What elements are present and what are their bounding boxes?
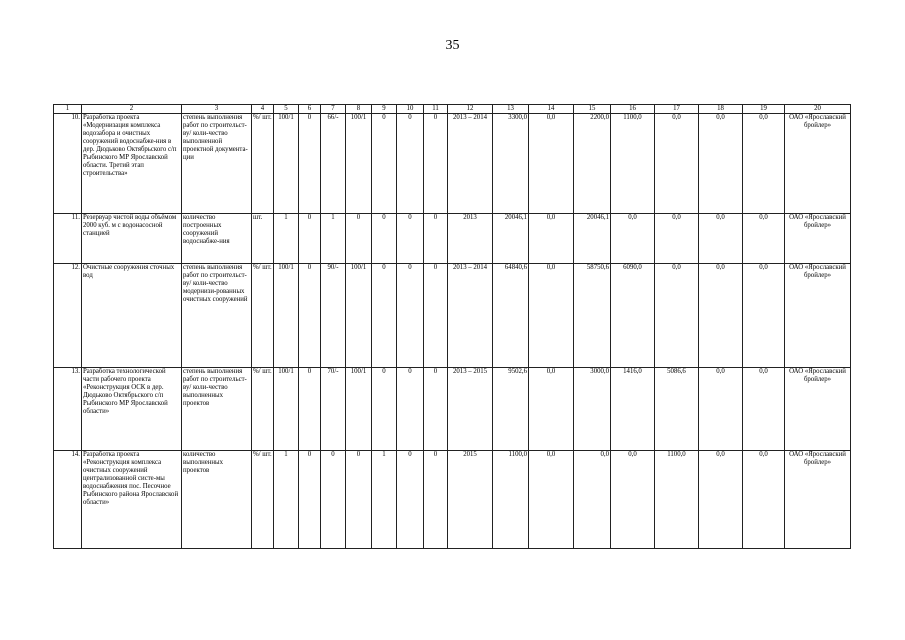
cell-19: 0,0 (743, 264, 785, 368)
cell-10: 0 (397, 368, 424, 451)
cell-10: 0 (397, 264, 424, 368)
period: 2013 (448, 214, 493, 264)
executor: ОАО «Ярославский бройлер» (785, 114, 851, 214)
cell-7: 90/- (321, 264, 346, 368)
cell-7: 0 (321, 451, 346, 549)
column-header: 9 (372, 105, 397, 114)
column-header: 20 (785, 105, 851, 114)
measure-name: Разработка технологической части рабочего проекта «Реконструкция ОСК в дер. Дюдьково Октябрьского с/п Рыбинского МР Ярославской области» (82, 368, 182, 451)
cell-14: 0,0 (529, 368, 574, 451)
cell-19: 0,0 (743, 214, 785, 264)
table-row (54, 214, 851, 264)
indicator: степень выполнения работ по строительст-ву/ коли-чество модернизи-рованных очистных сооружений (182, 264, 252, 368)
column-header: 15 (574, 105, 611, 114)
cell-14: 0,0 (529, 114, 574, 214)
period: 2013 – 2015 (448, 368, 493, 451)
executor: ОАО «Ярославский бройлер» (785, 368, 851, 451)
cell-19: 0,0 (743, 451, 785, 549)
table-row (54, 114, 851, 214)
cell-8: 100/1 (346, 368, 372, 451)
period: 2013 – 2014 (448, 264, 493, 368)
cell-5: 1 (274, 451, 299, 549)
cell-11: 0 (424, 114, 448, 214)
column-header: 16 (611, 105, 655, 114)
measure-name: Разработка проекта «Реконструкция комплекса очистных сооружений централизованной систе-мы водоснабжения пос. Песочное Рыбинского района Ярославской области» (82, 451, 182, 549)
unit: шт. (252, 214, 274, 264)
cell-5: 100/1 (274, 264, 299, 368)
table-row (54, 264, 851, 368)
cell-17: 0,0 (655, 264, 699, 368)
cell-15: 3000,0 (574, 368, 611, 451)
column-header: 2 (82, 105, 182, 114)
column-header: 6 (299, 105, 321, 114)
column-header: 18 (699, 105, 743, 114)
row-number: 11. (54, 214, 82, 264)
cell-8: 0 (346, 214, 372, 264)
cell-15: 0,0 (574, 451, 611, 549)
cell-15: 2200,0 (574, 114, 611, 214)
cell-9: 0 (372, 214, 397, 264)
cell-8: 0 (346, 451, 372, 549)
cell-5: 1 (274, 214, 299, 264)
cell-7: 70/- (321, 368, 346, 451)
cell-6: 0 (299, 214, 321, 264)
cell-14: 0,0 (529, 451, 574, 549)
measure-name: Очистные сооружения сточных вод (82, 264, 182, 368)
row-number: 14. (54, 451, 82, 549)
indicator: количество построенных сооружений водоснабже-ния (182, 214, 252, 264)
indicator: количество выполненных проектов (182, 451, 252, 549)
cell-5: 100/1 (274, 368, 299, 451)
cell-6: 0 (299, 368, 321, 451)
unit: %/ шт. (252, 368, 274, 451)
cell-7: 1 (321, 214, 346, 264)
indicator: степень выполнения работ по строительст-ву/ коли-чество выполненной проектной документа-ции (182, 114, 252, 214)
column-header: 8 (346, 105, 372, 114)
cell-16: 1100,0 (611, 114, 655, 214)
table-row (54, 451, 851, 549)
measure-name: Резервуар чистой воды объёмом 2000 куб. м с водонасосной станцией (82, 214, 182, 264)
cell-18: 0,0 (699, 368, 743, 451)
unit: %/ шт. (252, 264, 274, 368)
cell-13: 1100,0 (493, 451, 529, 549)
column-number-row (54, 105, 851, 114)
row-number: 12. (54, 264, 82, 368)
executor: ОАО «Ярославский бройлер» (785, 264, 851, 368)
cell-7: 66/- (321, 114, 346, 214)
cell-18: 0,0 (699, 264, 743, 368)
cell-16: 1416,0 (611, 368, 655, 451)
column-header: 19 (743, 105, 785, 114)
unit: %/ шт. (252, 451, 274, 549)
column-header: 12 (448, 105, 493, 114)
column-header: 1 (54, 105, 82, 114)
cell-9: 1 (372, 451, 397, 549)
cell-19: 0,0 (743, 368, 785, 451)
cell-14: 0,0 (529, 214, 574, 264)
cell-17: 5086,6 (655, 368, 699, 451)
unit: %/ шт. (252, 114, 274, 214)
cell-11: 0 (424, 264, 448, 368)
column-header: 5 (274, 105, 299, 114)
cell-9: 0 (372, 264, 397, 368)
row-number: 13. (54, 368, 82, 451)
cell-8: 100/1 (346, 264, 372, 368)
cell-15: 20046,1 (574, 214, 611, 264)
cell-13: 20046,1 (493, 214, 529, 264)
cell-6: 0 (299, 114, 321, 214)
row-number: 10. (54, 114, 82, 214)
measure-name: Разработка проекта «Модернизация комплекса водозабора и очистных сооружений водоснабже-ния в дер. Дюдьково Октябрьского с/п Рыбинского МР Ярославской области. Третий этап строительства» (82, 114, 182, 214)
cell-10: 0 (397, 114, 424, 214)
cell-18: 0,0 (699, 214, 743, 264)
cell-6: 0 (299, 451, 321, 549)
cell-6: 0 (299, 264, 321, 368)
cell-16: 0,0 (611, 451, 655, 549)
cell-13: 3300,0 (493, 114, 529, 214)
cell-17: 0,0 (655, 214, 699, 264)
page-number: 35 (445, 38, 460, 53)
cell-18: 0,0 (699, 114, 743, 214)
cell-5: 100/1 (274, 114, 299, 214)
cell-11: 0 (424, 368, 448, 451)
column-header: 3 (182, 105, 252, 114)
column-header: 4 (252, 105, 274, 114)
cell-16: 6090,0 (611, 264, 655, 368)
column-header: 13 (493, 105, 529, 114)
cell-8: 100/1 (346, 114, 372, 214)
period: 2013 – 2014 (448, 114, 493, 214)
cell-13: 9502,6 (493, 368, 529, 451)
column-header: 10 (397, 105, 424, 114)
column-header: 17 (655, 105, 699, 114)
cell-10: 0 (397, 451, 424, 549)
cell-9: 0 (372, 368, 397, 451)
program-table (53, 104, 851, 549)
column-header: 11 (424, 105, 448, 114)
cell-15: 58750,6 (574, 264, 611, 368)
cell-17: 0,0 (655, 114, 699, 214)
cell-9: 0 (372, 114, 397, 214)
column-header: 14 (529, 105, 574, 114)
cell-19: 0,0 (743, 114, 785, 214)
indicator: степень выполнения работ по строительст-ву/ коли-чество выполненных проектов (182, 368, 252, 451)
cell-16: 0,0 (611, 214, 655, 264)
cell-14: 0,0 (529, 264, 574, 368)
period: 2015 (448, 451, 493, 549)
cell-11: 0 (424, 214, 448, 264)
column-header: 7 (321, 105, 346, 114)
executor: ОАО «Ярославский бройлер» (785, 451, 851, 549)
cell-13: 64840,6 (493, 264, 529, 368)
cell-11: 0 (424, 451, 448, 549)
executor: ОАО «Ярославский бройлер» (785, 214, 851, 264)
cell-18: 0,0 (699, 451, 743, 549)
cell-10: 0 (397, 214, 424, 264)
cell-17: 1100,0 (655, 451, 699, 549)
table-row (54, 368, 851, 451)
